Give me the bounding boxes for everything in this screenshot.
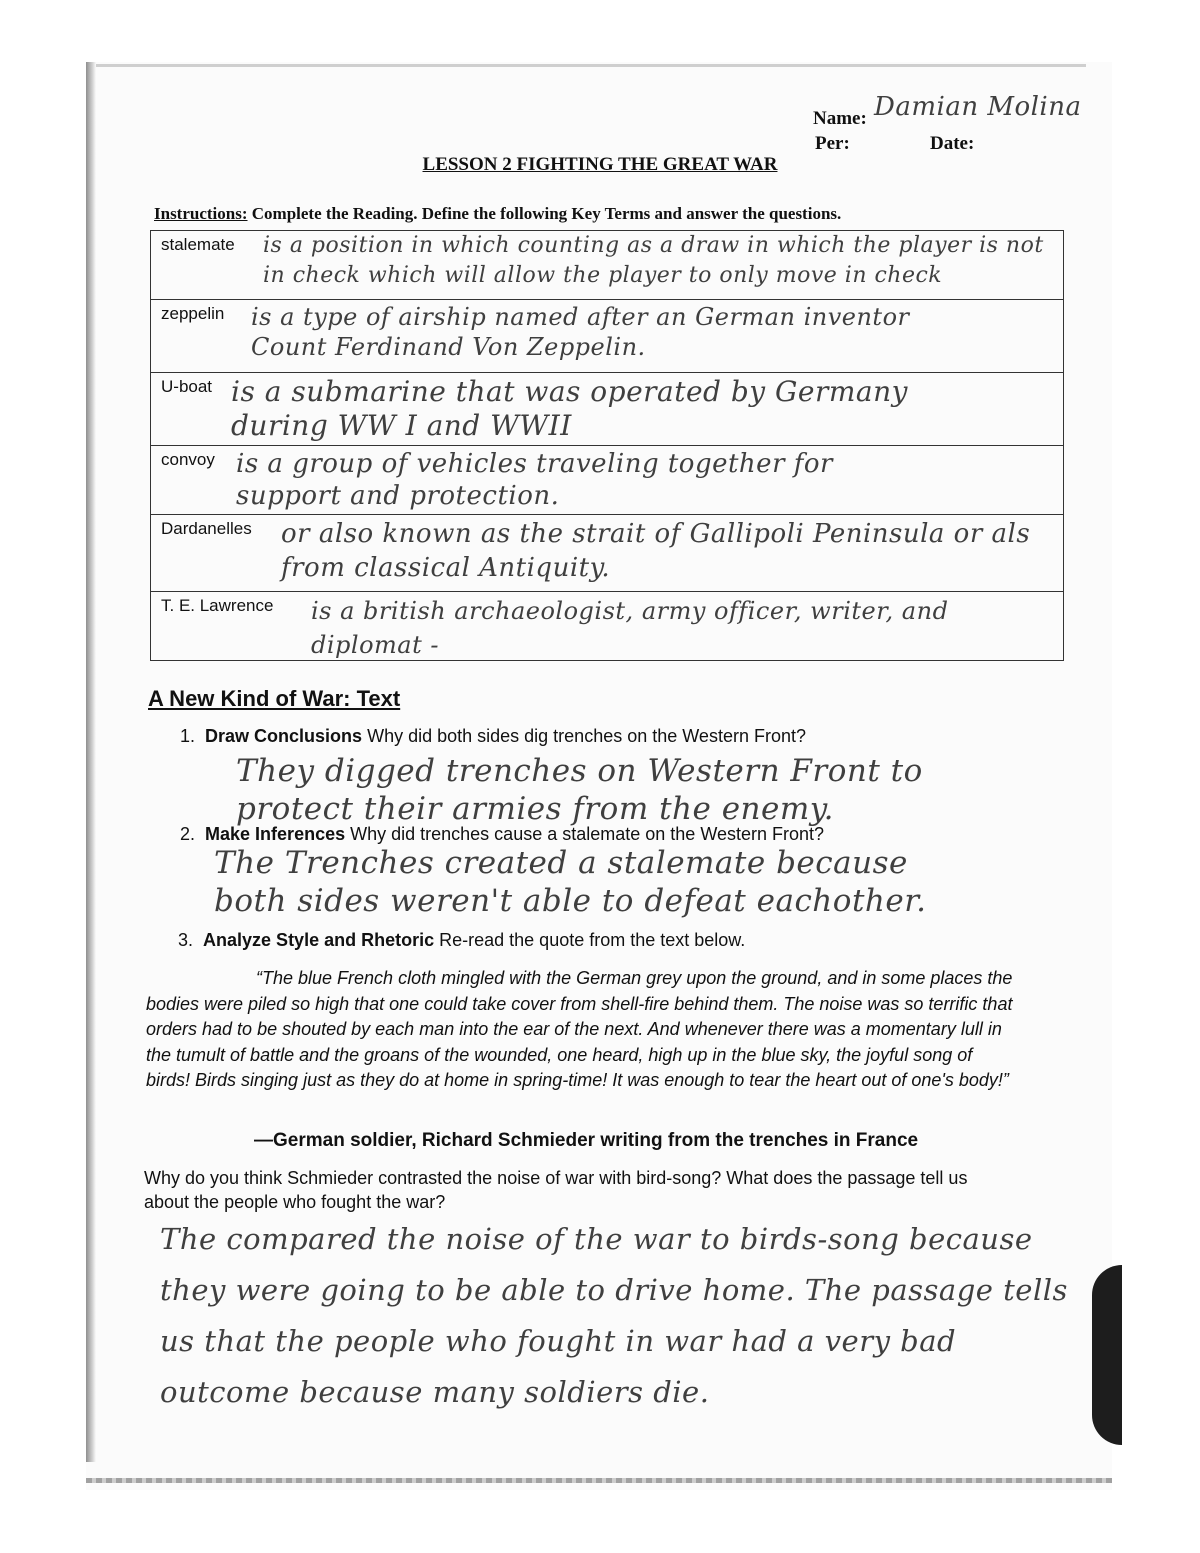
question-2 — [180, 824, 824, 845]
section-title: A New Kind of War: Text — [148, 686, 401, 711]
question-number: 1. — [180, 726, 196, 746]
term-row — [151, 372, 1063, 445]
date-label: Date: — [930, 133, 975, 154]
term-label: stalemate — [161, 235, 235, 254]
instructions — [154, 204, 841, 224]
question-skill: Make Inferences — [205, 824, 346, 844]
instructions-label: Instructions: — [154, 204, 248, 223]
instructions-text: Complete the Reading. Define the following Key Terms and answer the questions. — [251, 204, 842, 223]
term-label: T. E. Lawrence — [161, 596, 274, 615]
key-terms-table — [150, 230, 1064, 661]
name-value: Damian Molina — [874, 92, 1082, 122]
question-number: 2. — [180, 824, 196, 844]
question-skill: Analyze Style and Rhetoric — [203, 930, 435, 950]
term-label: zeppelin — [161, 304, 225, 323]
quote-attribution: —German soldier, Richard Schmieder writing from the trenches in France — [254, 1130, 919, 1151]
final-answer: The compared the noise of the war to birds-song because they were going to be able to drive home. The passage tells us that the people who fought in war had a very bad outcome because many soldiers die. — [160, 1222, 1068, 1409]
quote — [146, 966, 1016, 1094]
question-text: Why did trenches cause a stalemate on the Western Front? — [350, 824, 825, 844]
question-skill: Draw Conclusions — [205, 726, 363, 746]
term-definition: is a submarine that was operated by Germany during WW I and WWII — [231, 375, 908, 442]
per-label: Per: — [815, 133, 850, 154]
lesson-title: LESSON 2 FIGHTING THE GREAT WAR — [422, 154, 778, 175]
term-definition: is a type of airship named after an German inventor Count Ferdinand Von Zeppelin. — [251, 303, 910, 361]
term-row — [151, 231, 1063, 299]
question-3 — [178, 930, 745, 951]
question-number: 3. — [178, 930, 194, 950]
term-definition: is a position in which counting as a draw in which the player is not in check which will allow the player to only move in check — [263, 233, 1044, 288]
scan-bottom-edge — [86, 1478, 1112, 1483]
question-1 — [180, 726, 806, 747]
term-label: Dardanelles — [161, 519, 252, 538]
term-row — [151, 514, 1063, 591]
question-text: Why did both sides dig trenches on the Western Front? — [367, 726, 806, 746]
answer-2: The Trenches created a stalemate because both sides weren't able to defeat eachother. — [214, 845, 927, 919]
quote-text: “The blue French cloth mingled with the German grey upon the ground, and in some places the bodies were piled so high that one could take cover from shell-fire behind them. The noise was so terrific that orders had to be shouted by each man into the ear of the next. And whenever there was a momentary lull in the tumult of battle and the groans of the wounded, one heard, high up in the blue sky, the joyful song of birds! Birds singing just as they do at home in spring-time! It was enough to tear the heart out of one's body!” — [146, 968, 1013, 1090]
question-text: Re-read the quote from the text below. — [439, 930, 746, 950]
scan-top-edge — [96, 64, 1086, 67]
name-label: Name: — [813, 108, 867, 129]
term-label: U-boat — [161, 377, 213, 396]
term-row — [151, 299, 1063, 372]
term-definition: or also known as the strait of Gallipoli Peninsula or als from classical Antiquity. — [281, 519, 1031, 583]
term-row — [151, 591, 1063, 660]
scan-left-edge — [86, 62, 96, 1462]
term-definition: is a british archaeologist, army officer, writer, and diplomat - — [311, 597, 949, 659]
term-label: convoy — [161, 450, 215, 469]
scan-shadow — [1092, 1265, 1122, 1445]
answer-1: They digged trenches on Western Front to protect their armies from the enemy. — [236, 753, 923, 827]
term-row — [151, 445, 1063, 514]
final-prompt: Why do you think Schmieder contrasted the noise of war with bird-song? What does the passage tell us about the people who fought the war? — [144, 1168, 968, 1212]
term-definition: is a group of vehicles traveling together for support and protection. — [236, 449, 833, 511]
